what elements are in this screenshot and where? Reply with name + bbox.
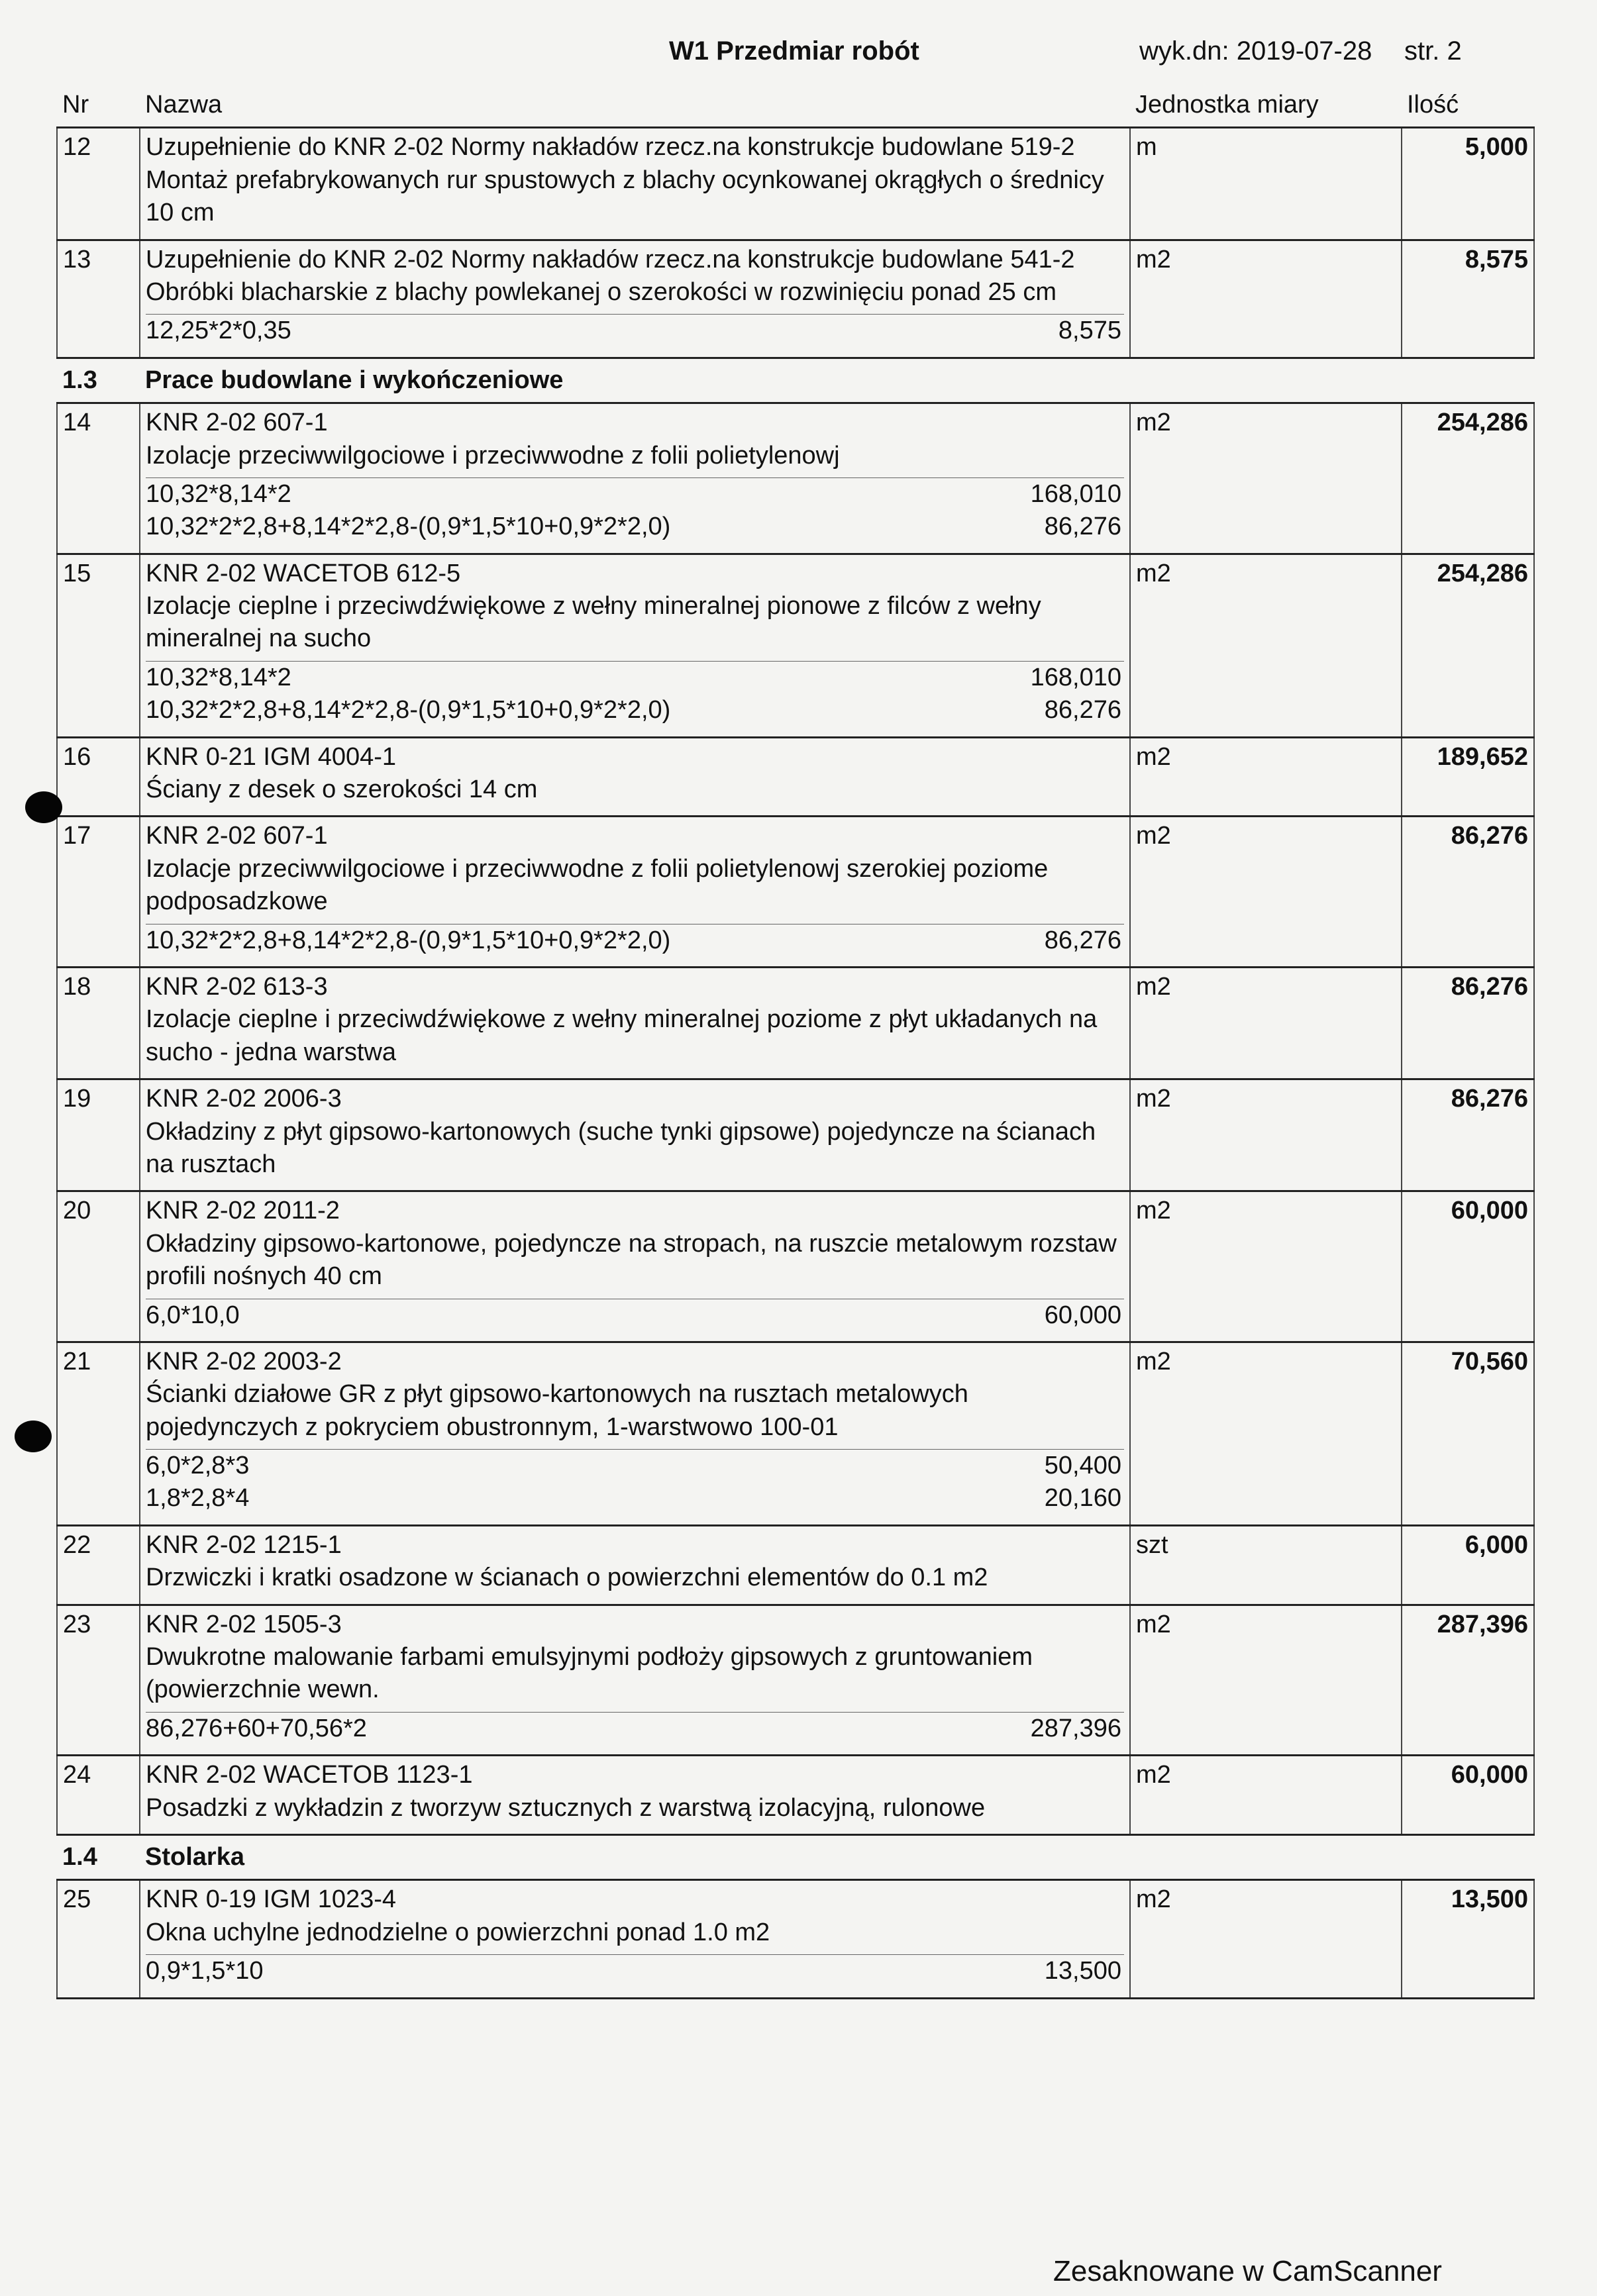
quantity-value: 8,575	[1402, 240, 1534, 358]
calculation-expression: 6,0*10,0	[146, 1301, 240, 1329]
position-name-cell	[140, 967, 1130, 1079]
position-row	[57, 1525, 1534, 1605]
calculation-line	[146, 1482, 1124, 1515]
scan-ink-blot	[25, 791, 62, 823]
calculation-list	[146, 661, 1124, 727]
position-row	[57, 737, 1534, 817]
unit-of-measure: m2	[1130, 403, 1402, 554]
calculation-list	[146, 314, 1124, 347]
position-name-cell	[140, 403, 1130, 554]
unit-of-measure: m2	[1130, 554, 1402, 737]
quantity-value: 13,500	[1402, 1880, 1534, 1998]
calculation-result: 86,276	[1044, 696, 1121, 724]
bill-of-quantities-table	[56, 86, 1535, 1999]
calculation-line	[146, 315, 1124, 347]
calculation-result: 86,276	[1044, 926, 1121, 954]
position-number: 22	[57, 1525, 140, 1605]
calculation-result: 168,010	[1030, 663, 1121, 691]
calculation-list	[146, 1299, 1124, 1332]
position-name-cell	[140, 554, 1130, 737]
catalog-code: KNR 2-02 WACETOB 612-5	[146, 559, 461, 587]
position-name-cell	[140, 240, 1130, 358]
work-description: Izolacje przeciwwilgociowe i przeciwwodne z folii polietylenowj	[146, 441, 840, 470]
quantity-value: 70,560	[1402, 1342, 1534, 1525]
work-description: Posadzki z wykładzin z tworzyw sztucznych z warstwą izolacyjną, rulonowe	[146, 1793, 986, 1822]
catalog-code: KNR 2-02 607-1	[146, 822, 328, 850]
position-row	[57, 554, 1534, 737]
position-number: 25	[57, 1880, 140, 1998]
calculation-list	[146, 1954, 1124, 1987]
position-row	[57, 817, 1534, 968]
catalog-code: KNR 0-19 IGM 1023-4	[146, 1885, 397, 1914]
position-number: 14	[57, 403, 140, 554]
unit-of-measure: m2	[1130, 1756, 1402, 1835]
unit-of-measure: m2	[1130, 1605, 1402, 1756]
calculation-result: 8,575	[1058, 317, 1121, 345]
catalog-code: KNR 2-02 2011-2	[146, 1197, 340, 1225]
calculation-result: 20,160	[1044, 1484, 1121, 1513]
calculation-expression: 10,32*8,14*2	[146, 663, 291, 691]
document-title: W1 Przedmiar robót	[669, 36, 919, 66]
catalog-code: Uzupełnienie do KNR 2-02 Normy nakładów rzecz.na konstrukcje budowlane 519-2	[146, 133, 1075, 162]
calculation-list	[146, 924, 1124, 957]
unit-of-measure: m2	[1130, 1880, 1402, 1998]
unit-of-measure: m2	[1130, 1191, 1402, 1342]
calculation-expression: 10,32*2*2,8+8,14*2*2,8-(0,9*1,5*10+0,9*2*2,0)	[146, 513, 671, 541]
position-name-cell	[140, 737, 1130, 817]
work-description: Drzwiczki i kratki osadzone w ścianach o powierzchni elementów do 0.1 m2	[146, 1564, 988, 1592]
position-row	[57, 1191, 1534, 1342]
section-title: Stolarka	[140, 1834, 1534, 1879]
position-number: 13	[57, 240, 140, 358]
calculation-expression: 6,0*2,8*3	[146, 1452, 250, 1480]
calculation-result: 50,400	[1044, 1452, 1121, 1480]
work-description: Izolacje przeciwwilgociowe i przeciwwodne z folii polietylenowj szerokiej poziome podposadzkowe	[146, 854, 1049, 916]
quantity-value: 6,000	[1402, 1525, 1534, 1605]
position-number: 20	[57, 1191, 140, 1342]
section-title: Prace budowlane i wykończeniowe	[140, 358, 1534, 403]
column-header-nr: Nr	[57, 86, 140, 128]
unit-of-measure: m2	[1130, 240, 1402, 358]
position-name-cell	[140, 1525, 1130, 1605]
unit-of-measure: m	[1130, 128, 1402, 240]
position-row	[57, 1605, 1534, 1756]
position-row	[57, 1342, 1534, 1525]
work-description: Izolacje cieplne i przeciwdźwiękowe z wełny mineralnej poziome z płyt układanych na sucho - jedna warstwa	[146, 1005, 1098, 1066]
catalog-code: KNR 2-02 613-3	[146, 972, 328, 1001]
position-row	[57, 1880, 1534, 1998]
quantity-value: 60,000	[1402, 1191, 1534, 1342]
calculation-line	[146, 511, 1124, 543]
position-number: 23	[57, 1605, 140, 1756]
calculation-line	[146, 1299, 1124, 1332]
catalog-code: KNR 2-02 1215-1	[146, 1530, 342, 1559]
position-number: 12	[57, 128, 140, 240]
position-name-cell	[140, 1756, 1130, 1835]
calculation-line	[146, 478, 1124, 511]
calculation-result: 60,000	[1044, 1301, 1121, 1329]
calculation-line	[146, 694, 1124, 726]
quantity-value: 254,286	[1402, 403, 1534, 554]
quantity-value: 86,276	[1402, 817, 1534, 968]
work-description: Ścianki działowe GR z płyt gipsowo-kartonowych na rusztach metalowych pojedynczych z pokryciem obustronnym, 1-warstwowo 100-01	[146, 1380, 968, 1441]
calculation-line	[146, 662, 1124, 694]
work-description: Dwukrotne malowanie farbami emulsyjnymi podłoży gipsowych z gruntowaniem (powierzchnie wewn.	[146, 1643, 1033, 1704]
scan-ink-blot	[15, 1421, 52, 1452]
calculation-list	[146, 1712, 1124, 1745]
calculation-expression: 0,9*1,5*10	[146, 1957, 264, 1985]
calculation-list	[146, 1449, 1124, 1515]
position-name-cell	[140, 1191, 1130, 1342]
work-description: Obróbki blacharskie z blachy powlekanej o szerokości w rozwinięciu ponad 25 cm	[146, 277, 1056, 306]
position-row	[57, 967, 1534, 1079]
position-name-cell	[140, 1880, 1130, 1998]
catalog-code: KNR 2-02 607-1	[146, 409, 328, 437]
quantity-value: 5,000	[1402, 128, 1534, 240]
work-description: Izolacje cieplne i przeciwdźwiękowe z wełny mineralnej pionowe z filców z wełny mineralnej na sucho	[146, 592, 1041, 653]
calculation-result: 86,276	[1044, 513, 1121, 541]
unit-of-measure: m2	[1130, 737, 1402, 817]
work-description: Okładziny z płyt gipsowo-kartonowych (suche tynki gipsowe) pojedyncze na ścianach na rusztach	[146, 1117, 1096, 1178]
calculation-expression: 10,32*8,14*2	[146, 479, 291, 508]
quantity-value: 287,396	[1402, 1605, 1534, 1756]
quantity-value: 189,652	[1402, 737, 1534, 817]
position-row	[57, 403, 1534, 554]
calculation-expression: 10,32*2*2,8+8,14*2*2,8-(0,9*1,5*10+0,9*2*2,0)	[146, 926, 671, 954]
calculation-line	[146, 924, 1124, 957]
calculation-list	[146, 477, 1124, 544]
calculation-line	[146, 1450, 1124, 1482]
quantity-value: 86,276	[1402, 967, 1534, 1079]
position-row	[57, 240, 1534, 358]
catalog-code: KNR 2-02 1505-3	[146, 1610, 342, 1638]
work-description: Okna uchylne jednodzielne o powierzchni ponad 1.0 m2	[146, 1918, 770, 1946]
catalog-code: Uzupełnienie do KNR 2-02 Normy nakładów rzecz.na konstrukcje budowlane 541-2	[146, 245, 1075, 274]
position-name-cell	[140, 1079, 1130, 1191]
calculation-expression: 12,25*2*0,35	[146, 317, 291, 345]
unit-of-measure: m2	[1130, 1079, 1402, 1191]
calculation-expression: 1,8*2,8*4	[146, 1484, 250, 1513]
position-name-cell	[140, 1342, 1130, 1525]
column-header-qty: Ilość	[1402, 86, 1534, 128]
position-name-cell	[140, 1605, 1130, 1756]
calculation-expression: 10,32*2*2,8+8,14*2*2,8-(0,9*1,5*10+0,9*2*2,0)	[146, 696, 671, 724]
work-description: Ściany z desek o szerokości 14 cm	[146, 775, 538, 804]
column-header-unit: Jednostka miary	[1130, 86, 1402, 128]
unit-of-measure: m2	[1130, 967, 1402, 1079]
section-number: 1.3	[57, 358, 140, 403]
calculation-result: 168,010	[1030, 479, 1121, 508]
quantity-value: 254,286	[1402, 554, 1534, 737]
position-number: 17	[57, 817, 140, 968]
quantity-value: 60,000	[1402, 1756, 1534, 1835]
unit-of-measure: szt	[1130, 1525, 1402, 1605]
position-number: 16	[57, 737, 140, 817]
catalog-code: KNR 2-02 2006-3	[146, 1085, 342, 1113]
calculation-line	[146, 1955, 1124, 1987]
work-description: Okładziny gipsowo-kartonowe, pojedyncze na stropach, na ruszcie metalowym rozstaw profili nośnych 40 cm	[146, 1229, 1117, 1291]
position-row	[57, 1079, 1534, 1191]
position-number: 21	[57, 1342, 140, 1525]
calculation-result: 13,500	[1044, 1957, 1121, 1985]
section-number: 1.4	[57, 1834, 140, 1879]
catalog-code: KNR 2-02 WACETOB 1123-1	[146, 1761, 473, 1789]
section-row	[57, 358, 1534, 403]
unit-of-measure: m2	[1130, 817, 1402, 968]
section-row	[57, 1834, 1534, 1879]
position-name-cell	[140, 817, 1130, 968]
catalog-code: KNR 2-02 2003-2	[146, 1347, 342, 1375]
calculation-line	[146, 1713, 1124, 1745]
column-header-row	[57, 86, 1534, 128]
position-row	[57, 128, 1534, 240]
position-name-cell	[140, 128, 1130, 240]
scanner-watermark: Zesaknowane w CamScanner	[1053, 2255, 1442, 2287]
page-number: str. 2	[1404, 36, 1462, 66]
position-number: 24	[57, 1756, 140, 1835]
document-date: wyk.dn: 2019-07-28	[1139, 36, 1372, 66]
unit-of-measure: m2	[1130, 1342, 1402, 1525]
catalog-code: KNR 0-21 IGM 4004-1	[146, 742, 397, 771]
position-number: 19	[57, 1079, 140, 1191]
position-number: 18	[57, 967, 140, 1079]
work-description: Montaż prefabrykowanych rur spustowych z blachy ocynkowanej okrągłych o średnicy 10 cm	[146, 166, 1104, 227]
position-number: 15	[57, 554, 140, 737]
calculation-result: 287,396	[1030, 1714, 1121, 1742]
position-row	[57, 1756, 1534, 1835]
column-header-name: Nazwa	[140, 86, 1130, 128]
quantity-value: 86,276	[1402, 1079, 1534, 1191]
calculation-expression: 86,276+60+70,56*2	[146, 1714, 367, 1742]
